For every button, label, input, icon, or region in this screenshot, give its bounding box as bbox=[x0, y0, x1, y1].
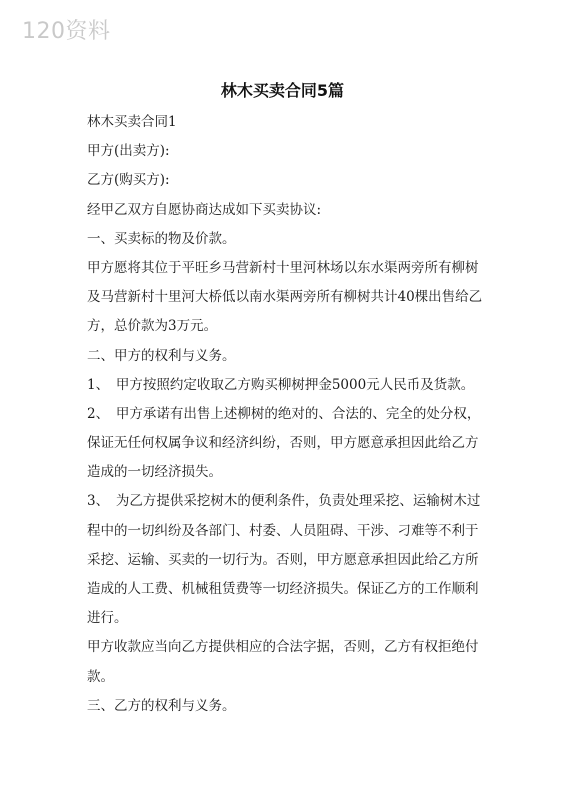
clause-line: 3、 为乙方提供采挖树木的便利条件，负责处理采挖、运输树木过 bbox=[87, 493, 481, 510]
paragraph-line: 进行。 bbox=[87, 610, 128, 627]
paragraph-line: 及马营新村十里河大桥低以南水渠两旁所有柳树共计40棵出售给乙 bbox=[87, 289, 483, 306]
paragraph-line: 甲方愿将其位于平旺乡马营新村十里河林场以东水渠两旁所有柳树 bbox=[87, 259, 479, 276]
section-heading: 三、乙方的权利与义务。 bbox=[87, 697, 236, 714]
paragraph-line: 方，总价款为3万元。 bbox=[87, 318, 218, 335]
paragraph-line: 采挖、运输、买卖的一切行为。否则，甲方愿意承担因此给乙方所 bbox=[87, 551, 479, 568]
paragraph-line: 程中的一切纠纷及各部门、村委、人员阻碍、干涉、刁难等不利于 bbox=[87, 522, 479, 539]
agreement-intro: 经甲乙双方自愿协商达成如下买卖协议: bbox=[87, 201, 322, 218]
document-body bbox=[87, 108, 487, 721]
document-title: 林木买卖合同5篇 bbox=[220, 81, 345, 100]
paragraph-line: 款。 bbox=[87, 668, 114, 685]
paragraph-line: 甲方收款应当向乙方提供相应的合法字据，否则，乙方有权拒绝付 bbox=[87, 639, 479, 656]
party-a-line: 甲方(出卖方): bbox=[87, 143, 170, 160]
paragraph-line: 保证无任何权属争议和经济纠纷，否则，甲方愿意承担因此给乙方 bbox=[87, 435, 479, 452]
clause-line: 1、 甲方按照约定收取乙方购买柳树押金5000元人民币及货款。 bbox=[87, 376, 475, 393]
section-heading: 一、买卖标的物及价款。 bbox=[87, 230, 236, 247]
paragraph-line: 造成的人工费、机械租赁费等一切经济损失。保证乙方的工作顺利 bbox=[87, 581, 479, 597]
watermark: 120资料 bbox=[22, 19, 111, 44]
clause-line: 2、 甲方承诺有出售上述柳树的绝对的、合法的、完全的处分权， bbox=[87, 405, 481, 422]
contract-heading: 林木买卖合同1 bbox=[87, 114, 177, 130]
section-heading: 二、甲方的权利与义务。 bbox=[87, 347, 236, 364]
paragraph-line: 造成的一切经济损失。 bbox=[87, 464, 222, 481]
party-b-line: 乙方(购买方): bbox=[87, 172, 170, 189]
